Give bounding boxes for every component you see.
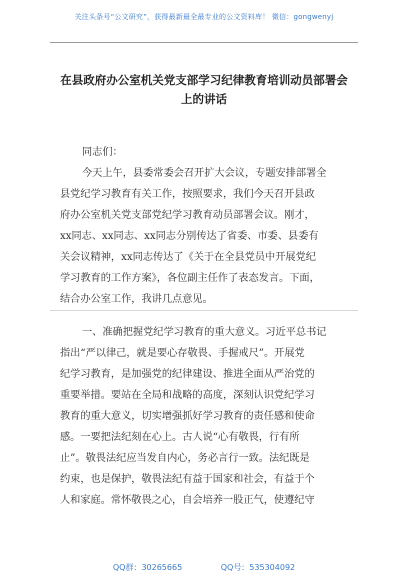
text-line: 县党纪学习教育有关工作，按照要求，我们今天召开县政 (60, 189, 315, 200)
text-line: 重要举措。要站在全局和战略的高度，深刻认识党纪学习 (60, 390, 315, 401)
text-line: 人和家庭。常怀敬畏之心，自会培养一股正气，使遵纪守 (60, 495, 315, 506)
text-line: 止”。敬畏法纪应当发自内心，务必言行一致。法纪既是 (60, 453, 310, 464)
header-banner[interactable]: 关注头条号“公文研究”，获得最新最全最专业的公文资料库！ 微信：gongwenyj (74, 13, 334, 21)
section-divider (50, 310, 358, 311)
text-line: 结合办公室工作，我讲几点意见。 (60, 294, 213, 305)
text-line: 一、准确把握党纪学习教育的重大意义。习近平总书记 (82, 327, 327, 338)
text-line: xx同志、xx同志、xx同志分别传达了省委、市委、县委有 (60, 231, 319, 242)
footer (0, 562, 408, 573)
salutation: 同志们： (82, 147, 123, 158)
qq-group-label[interactable]: QQ群：30265665 (112, 563, 183, 572)
text-line: 今天上午，县委常委会召开扩大会议，专题安排部署全 (82, 168, 327, 179)
paragraph-section-one (60, 322, 350, 511)
text-line: 指出“严以律己，就是要心存敬畏、手握戒尺”。开展党 (60, 348, 305, 359)
text-line: 府办公室机关党支部党纪学习教育动员部署会议。刚才， (60, 210, 315, 221)
text-line: 纪学习教育，是加强党的纪律建设、推进全面从严治党的 (60, 369, 315, 380)
paragraph-opening (60, 163, 350, 310)
text-line: 感。一要把法纪刻在心上。古人说“心有敬畏，行有所 (60, 432, 300, 443)
qq-number-label[interactable]: QQ号：535304092 (220, 563, 296, 572)
text-line: 约束，也是保护，敬畏法纪有益于国家和社会，有益于个 (60, 474, 315, 485)
document-title-line-1: 在县政府办公室机关党支部学习纪律教育培训动员部署会 (60, 73, 348, 87)
header-divider (50, 42, 358, 43)
text-line: 关会议精神，xx同志传达了《关于在全县党员中开展党纪 (60, 252, 316, 263)
document-title-line-2: 上的讲话 (181, 92, 227, 106)
text-line: 教育的重大意义，切实增强抓好学习教育的责任感和使命 (60, 411, 315, 422)
text-line: 学习教育的工作方案》，各位副主任作了表态发言。下面， (60, 273, 320, 284)
